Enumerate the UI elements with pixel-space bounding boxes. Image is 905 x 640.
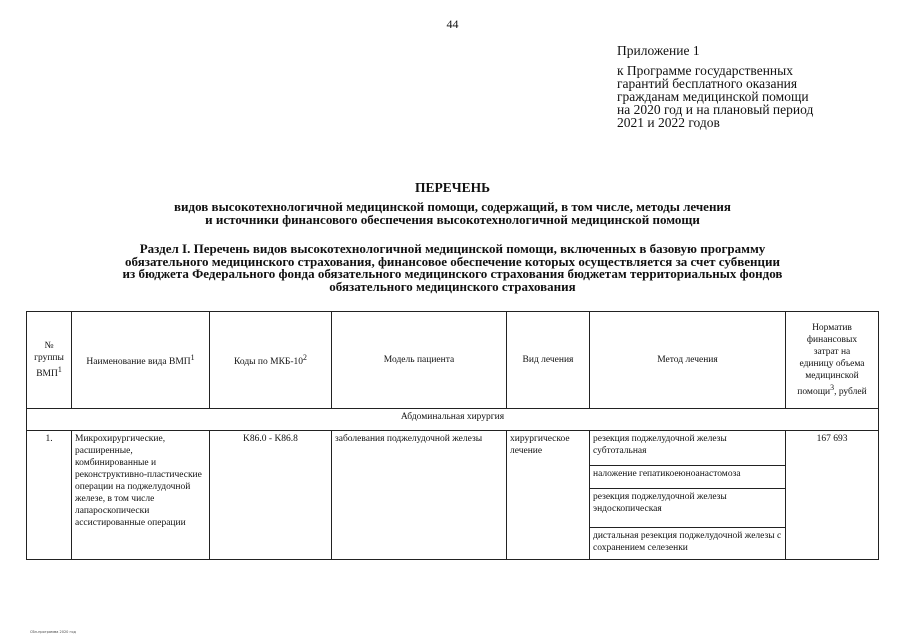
header-icd-codes: Коды по МКБ-$10^2$ [210, 312, 332, 409]
cell-group-number: 1. [27, 431, 72, 560]
cell-treatment-type: хирургическое лечение [507, 431, 590, 560]
section-title-line: из бюджета Федерального фонда обязательного медицинского страхования бюджетам территориальных фондов [122, 266, 783, 281]
table-group-row [27, 409, 879, 431]
method-item: резекция поджелудочной железы эндоскопическая [590, 489, 785, 528]
subheading-line: и источники финансового обеспечения высокотехнологичной медицинской помощи [205, 212, 700, 227]
header-treatment-method: Метод лечения [590, 312, 786, 409]
header-treatment-type: Вид лечения [507, 312, 590, 409]
method-item: дистальная резекция поджелудочной железы с сохранением селезенки [593, 531, 782, 553]
appendix-line: гарантий бесплатного оказания [617, 76, 798, 91]
appendix-block [617, 44, 867, 129]
subheading-line: видов высокотехнологичной медицинской помощи, содержащий, в том числе, методы лечения [174, 199, 731, 214]
document-heading: ПЕРЕЧЕНЬ [414, 180, 491, 195]
appendix-line: на 2020 год и на плановый период [617, 102, 814, 117]
method-item: наложение гепатикоеюноанастомоза [590, 466, 785, 489]
footer-note: Сбл-программа 2020 год [30, 630, 76, 634]
vmp-table [26, 311, 879, 560]
appendix-title: Приложение 1 [617, 43, 700, 58]
cell-icd-codes: K86.0 - K86.8 [210, 431, 332, 560]
appendix-line: к Программе государственных [617, 63, 793, 78]
table-header-row [27, 312, 879, 409]
cell-cost-norm: 167 693 [786, 431, 879, 560]
cell-vmp-name: Микрохирургические, расширенные, комбинированные и реконструктивно-пластические операции на поджелудочной железе, в том числе лапароскопически ассистированные операции [72, 431, 210, 560]
section-title [40, 243, 865, 293]
section-title-line: обязательного медицинского страхования [329, 278, 576, 294]
cell-patient-model: заболевания поджелудочной железы [332, 431, 507, 560]
document-subheading [100, 200, 805, 226]
table-row [27, 431, 879, 560]
header-group-number: № группы ВМП$^1$ [27, 312, 72, 409]
appendix-line: 2021 и 2022 годов [617, 115, 720, 130]
group-title: Абдоминальная хирургия [27, 409, 879, 431]
header-patient-model: Модель пациента [332, 312, 507, 409]
cell-treatment-methods [590, 431, 786, 560]
section-title-line: Раздел I. Перечень видов высокотехнологичной медицинской помощи, включенных в базовую программу [139, 241, 766, 256]
header-cost-norm: Норматив финансовых затрат на единицу объема медицинской помощи$^3$, рублей [786, 312, 879, 409]
page-number: 44 [446, 17, 459, 31]
header-vmp-name: Наименование вида ВМП$^1$ [72, 312, 210, 409]
section-title-line: обязательного медицинского страхования, финансовое обеспечение которых осуществляется за счет субвенции [125, 253, 780, 269]
appendix-line: гражданам медицинской помощи [617, 89, 809, 104]
method-item: резекция поджелудочной железы субтотальная [590, 431, 785, 466]
